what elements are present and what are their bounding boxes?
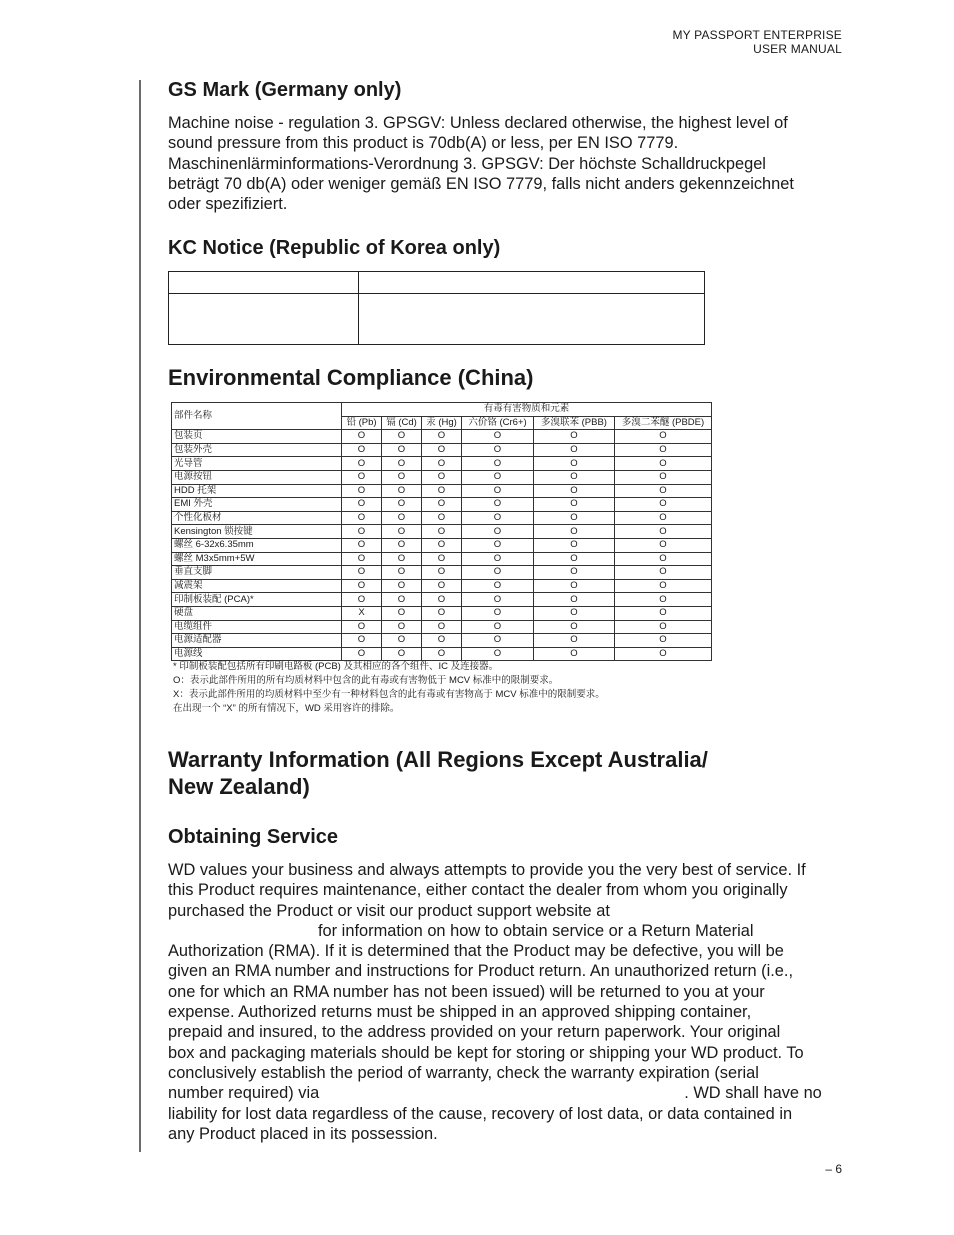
substance-mark-cell: O: [462, 470, 534, 484]
substance-mark-cell: O: [342, 511, 382, 525]
note-line: * 印制板装配包括所有印刷电路板 (PCB) 及其相应的各个组件、IC 及连接器。: [173, 661, 499, 672]
substance-mark-cell: O: [462, 606, 534, 620]
kc-row-divider: [169, 293, 704, 294]
substance-mark-cell: O: [382, 484, 422, 498]
substance-mark-cell: O: [462, 538, 534, 552]
substance-mark-cell: O: [422, 647, 462, 661]
substance-mark-cell: O: [615, 457, 712, 471]
substance-mark-cell: O: [382, 606, 422, 620]
substance-mark-cell: O: [422, 484, 462, 498]
substance-mark-cell: O: [342, 579, 382, 593]
table-row: [172, 511, 712, 525]
substance-mark-cell: O: [462, 511, 534, 525]
substance-mark-cell: O: [615, 470, 712, 484]
substance-mark-cell: O: [422, 620, 462, 634]
table-notes: [173, 660, 605, 716]
substance-mark-cell: O: [462, 566, 534, 580]
table-row: [172, 620, 712, 634]
table-header-row: [172, 403, 712, 417]
part-name-cell: 包装页: [172, 430, 342, 444]
substance-mark-cell: O: [615, 647, 712, 661]
part-name-cell: Kensington 锁按键: [172, 525, 342, 539]
substance-header: 多溴联苯 (PBB): [534, 416, 615, 430]
table-row: [172, 443, 712, 457]
gs-mark-paragraph: [168, 113, 844, 214]
table-row: [172, 525, 712, 539]
substance-mark-cell: O: [382, 511, 422, 525]
substance-mark-cell: O: [342, 470, 382, 484]
warranty-line: Authorization (RMA). If it is determined that the Product may be defective, you will be: [168, 942, 784, 961]
substance-mark-cell: O: [615, 552, 712, 566]
substance-mark-cell: O: [422, 634, 462, 648]
substance-mark-cell: O: [342, 538, 382, 552]
substance-mark-cell: O: [342, 593, 382, 607]
table-row: [172, 457, 712, 471]
substance-mark-cell: O: [462, 552, 534, 566]
part-name-cell: 螺丝 6-32x6.35mm: [172, 538, 342, 552]
substance-mark-cell: O: [462, 498, 534, 512]
substance-mark-cell: O: [534, 606, 615, 620]
part-name-cell: EMI 外壳: [172, 498, 342, 512]
substance-mark-cell: O: [422, 538, 462, 552]
substance-mark-cell: O: [342, 634, 382, 648]
substance-mark-cell: O: [462, 579, 534, 593]
gs-line: Machine noise - regulation 3. GPSGV: Unless declared otherwise, the highest level of: [168, 114, 788, 132]
substance-mark-cell: O: [615, 525, 712, 539]
substance-mark-cell: O: [382, 430, 422, 444]
substance-mark-cell: O: [462, 525, 534, 539]
table-row: [172, 634, 712, 648]
substance-header: 多溴二苯醚 (PBDE): [615, 416, 712, 430]
substance-mark-cell: O: [462, 593, 534, 607]
table-row: [172, 484, 712, 498]
substance-mark-cell: O: [615, 443, 712, 457]
part-name-cell: 垂直支脚: [172, 566, 342, 580]
substance-mark-cell: O: [342, 525, 382, 539]
warranty-line: conclusively establish the period of warranty, check the warranty expiration (serial: [168, 1063, 759, 1082]
part-name-cell: 电源线: [172, 647, 342, 661]
substance-mark-cell: O: [534, 634, 615, 648]
note-line: 在出现一个 “X” 的所有情况下，WD 采用容许的排除。: [173, 703, 400, 714]
substance-mark-cell: O: [382, 470, 422, 484]
substance-mark-cell: O: [534, 538, 615, 552]
part-name-cell: 个性化板材: [172, 511, 342, 525]
margin-rule: [139, 80, 141, 1152]
warranty-line: [168, 1083, 844, 1103]
table-body: [172, 430, 712, 661]
substance-mark-cell: O: [462, 634, 534, 648]
warranty-heading-line: New Zealand): [168, 774, 310, 799]
table-row: [172, 470, 712, 484]
substance-mark-cell: O: [382, 647, 422, 661]
substance-mark-cell: X: [342, 606, 382, 620]
substance-mark-cell: O: [615, 430, 712, 444]
substance-mark-cell: O: [534, 498, 615, 512]
substance-mark-cell: O: [534, 552, 615, 566]
substance-mark-cell: O: [534, 525, 615, 539]
table-row: [172, 579, 712, 593]
substance-mark-cell: O: [534, 484, 615, 498]
part-name-cell: 光导管: [172, 457, 342, 471]
note-line: O：表示此部件所用的所有均质材料中包含的此有毒或有害物低于 MCV 标准中的限制要求。: [173, 675, 559, 686]
substance-mark-cell: O: [342, 566, 382, 580]
substance-mark-cell: O: [462, 430, 534, 444]
substance-mark-cell: O: [382, 457, 422, 471]
substance-mark-cell: O: [342, 620, 382, 634]
kc-column-divider: [358, 272, 359, 344]
warranty-line-part: number required) via: [168, 1084, 320, 1103]
substance-mark-cell: O: [615, 511, 712, 525]
warranty-line: purchased the Product or visit our product support website at: [168, 901, 610, 920]
substance-mark-cell: O: [422, 579, 462, 593]
warranty-line: this Product requires maintenance, either contact the dealer from whom you originally: [168, 881, 788, 900]
substances-group-header: 有毒有害物质和元素: [342, 403, 712, 417]
part-name-cell: HDD 托架: [172, 484, 342, 498]
warranty-line: for information on how to obtain service or a Return Material: [318, 921, 754, 940]
part-name-cell: 电源按钮: [172, 470, 342, 484]
substance-mark-cell: O: [534, 457, 615, 471]
table-row: [172, 552, 712, 566]
part-name-cell: 减震架: [172, 579, 342, 593]
header-product: MY PASSPORT ENTERPRISE: [672, 28, 842, 42]
substance-mark-cell: O: [462, 443, 534, 457]
gs-line: beträgt 70 db(A) oder weniger gemäß EN ISO 7779, falls nicht anders gekennzeichnet: [168, 174, 794, 193]
substance-mark-cell: O: [615, 606, 712, 620]
part-name-cell: 电源适配器: [172, 634, 342, 648]
substance-header: 铅 (Pb): [342, 416, 382, 430]
substance-mark-cell: O: [342, 647, 382, 661]
substance-mark-cell: O: [382, 538, 422, 552]
substance-mark-cell: O: [422, 430, 462, 444]
substance-mark-cell: O: [534, 470, 615, 484]
table-row: [172, 647, 712, 661]
substance-mark-cell: O: [534, 430, 615, 444]
substance-mark-cell: O: [615, 593, 712, 607]
part-name-cell: 电缆组件: [172, 620, 342, 634]
substance-mark-cell: O: [534, 647, 615, 661]
substance-mark-cell: O: [342, 498, 382, 512]
substance-mark-cell: O: [422, 511, 462, 525]
substance-mark-cell: O: [462, 647, 534, 661]
table-row: [172, 606, 712, 620]
part-name-cell: 印制板装配 (PCA)*: [172, 593, 342, 607]
warranty-line-part: . WD shall have no: [684, 1084, 822, 1103]
substance-mark-cell: O: [422, 498, 462, 512]
substance-mark-cell: O: [615, 498, 712, 512]
warranty-line: liability for lost data regardless of the cause, recovery of lost data, or data contained in: [168, 1104, 793, 1123]
kc-notice-table: [168, 271, 705, 345]
table-row: [172, 593, 712, 607]
warranty-line: WD values your business and always attempts to provide you the very best of service. If: [168, 861, 806, 879]
warranty-paragraph: [168, 860, 844, 1144]
page-number: – 6: [825, 1162, 842, 1176]
substance-mark-cell: O: [382, 566, 422, 580]
kc-notice-heading: KC Notice (Republic of Korea only): [168, 237, 501, 259]
substance-mark-cell: O: [615, 634, 712, 648]
substance-mark-cell: O: [342, 552, 382, 566]
substance-mark-cell: O: [534, 593, 615, 607]
substance-mark-cell: O: [342, 430, 382, 444]
table-row: [172, 566, 712, 580]
part-name-cell: 包装外壳: [172, 443, 342, 457]
substance-mark-cell: O: [382, 634, 422, 648]
substance-mark-cell: O: [342, 443, 382, 457]
env-compliance-heading: Environmental Compliance (China): [168, 365, 534, 390]
substance-mark-cell: O: [382, 498, 422, 512]
substance-mark-cell: O: [342, 457, 382, 471]
substance-mark-cell: O: [422, 525, 462, 539]
gs-line: Maschinenlärminformations-Verordnung 3. GPSGV: Der höchste Schalldruckpegel: [168, 154, 766, 173]
hazardous-substances-table: [171, 402, 712, 661]
substance-mark-cell: O: [534, 566, 615, 580]
warranty-heading: [168, 746, 708, 800]
substance-mark-cell: O: [615, 484, 712, 498]
substance-mark-cell: O: [534, 511, 615, 525]
header-doc: USER MANUAL: [753, 42, 842, 56]
substance-mark-cell: O: [615, 579, 712, 593]
warranty-heading-line: Warranty Information (All Regions Except Australia/: [168, 747, 708, 772]
substance-mark-cell: O: [382, 552, 422, 566]
gs-line: sound pressure from this product is 70db(A) or less, per EN ISO 7779.: [168, 134, 679, 153]
table-row: [172, 538, 712, 552]
gs-line: oder spezifiziert.: [168, 195, 288, 214]
note-line: X：表示此部件所用的均质材料中至少有一种材料包含的此有毒或有害物高于 MCV 标准中的限制要求。: [173, 689, 605, 700]
gs-mark-heading: GS Mark (Germany only): [168, 79, 402, 101]
substance-mark-cell: O: [422, 552, 462, 566]
substance-mark-cell: O: [382, 525, 422, 539]
substance-mark-cell: O: [534, 443, 615, 457]
warranty-line: one for which an RMA number has not been issued) will be returned to you at your: [168, 982, 765, 1001]
substance-mark-cell: O: [342, 484, 382, 498]
substance-mark-cell: O: [462, 620, 534, 634]
substance-mark-cell: O: [422, 457, 462, 471]
substance-mark-cell: O: [534, 579, 615, 593]
substance-mark-cell: O: [462, 484, 534, 498]
warranty-line: expense. Authorized returns must be shipped in an approved shipping container,: [168, 1003, 752, 1022]
substance-mark-cell: O: [462, 457, 534, 471]
substance-mark-cell: O: [615, 566, 712, 580]
substance-mark-cell: O: [382, 443, 422, 457]
substance-mark-cell: O: [615, 538, 712, 552]
substance-mark-cell: O: [534, 620, 615, 634]
warranty-line: given an RMA number and instructions for Product return. An unauthorized return (i.e.,: [168, 962, 793, 981]
substance-mark-cell: O: [382, 620, 422, 634]
running-header: [672, 28, 842, 56]
table-row: [172, 498, 712, 512]
substance-header: 镉 (Cd): [382, 416, 422, 430]
warranty-line: prepaid and insured, to the address provided on your return paperwork. Your original: [168, 1023, 781, 1042]
obtaining-service-heading: Obtaining Service: [168, 826, 339, 848]
table-row: [172, 430, 712, 444]
substance-mark-cell: O: [615, 620, 712, 634]
substance-mark-cell: O: [422, 470, 462, 484]
substance-mark-cell: O: [422, 593, 462, 607]
part-name-header: 部件名称: [172, 403, 342, 430]
part-name-cell: 硬盘: [172, 606, 342, 620]
substance-mark-cell: O: [382, 579, 422, 593]
substance-mark-cell: O: [422, 606, 462, 620]
substance-mark-cell: O: [382, 593, 422, 607]
substance-mark-cell: O: [422, 566, 462, 580]
warranty-line: any Product placed in its possession.: [168, 1124, 438, 1143]
substance-header: 汞 (Hg): [422, 416, 462, 430]
substance-mark-cell: O: [422, 443, 462, 457]
substance-header: 六价铬 (Cr6+): [462, 416, 534, 430]
part-name-cell: 螺丝 M3x5mm+5W: [172, 552, 342, 566]
warranty-line: box and packaging materials should be kept for storing or shipping your WD product. To: [168, 1043, 804, 1062]
